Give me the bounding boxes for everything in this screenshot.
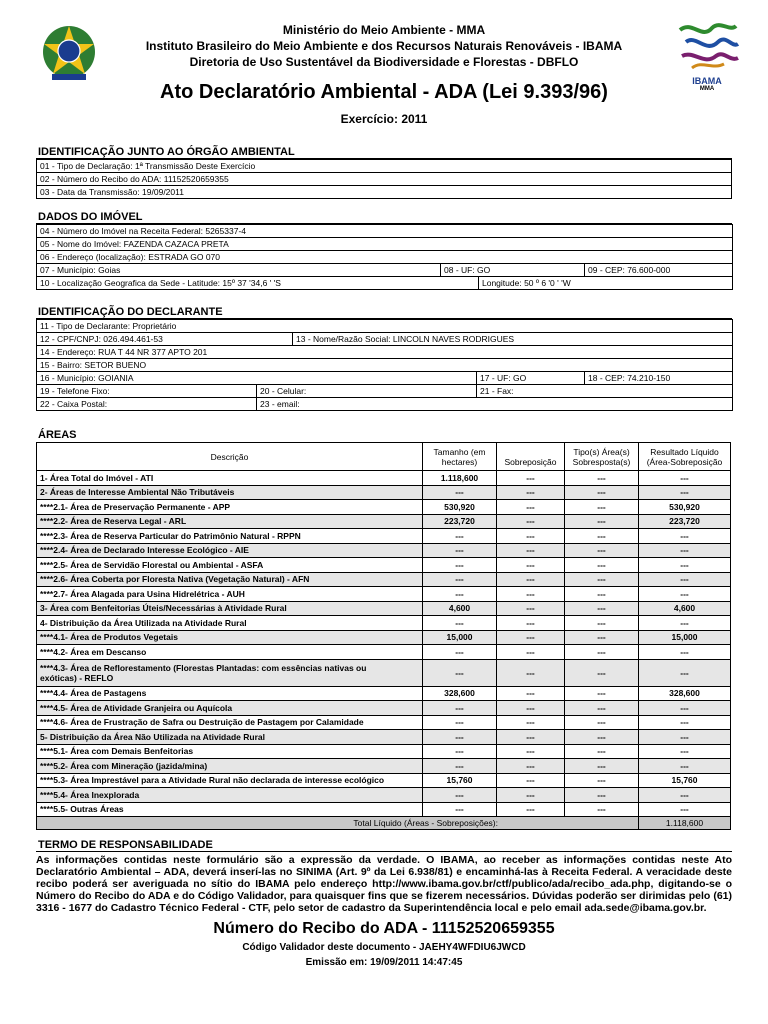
area-resultado: ---	[639, 529, 731, 544]
area-tipos: ---	[565, 500, 639, 515]
page-title: Ato Declaratório Ambiental - ADA (Lei 9.393/96)	[160, 81, 608, 103]
field-04: 04 - Número do Imóvel na Receita Federal: 5265337-4	[37, 225, 733, 238]
area-sobreposicao: ---	[497, 485, 565, 500]
area-tamanho: ---	[423, 645, 497, 660]
area-tamanho: ---	[423, 715, 497, 730]
area-description-line1: 3- Área com Benfeitorias Úteis/Necessárias à Atividade Rural	[40, 603, 287, 614]
area-tamanho: ---	[423, 759, 497, 774]
col-tipos-line1: Tipo(s) Área(s)	[573, 446, 630, 457]
area-description	[37, 686, 423, 701]
field-02: 02 - Número do Recibo do ADA: 11152520659355	[37, 173, 732, 186]
identificacao-title: IDENTIFICAÇÃO JUNTO AO ÓRGÃO AMBIENTAL	[36, 145, 732, 159]
area-resultado: ---	[639, 543, 731, 558]
area-resultado: ---	[639, 788, 731, 803]
table-row	[37, 744, 731, 759]
area-description	[37, 616, 423, 631]
area-tipos: ---	[565, 558, 639, 573]
field-01: 01 - Tipo de Declaração: 1ª Transmissão Deste Exercício	[37, 160, 732, 173]
area-description-line1: ****2.4- Área de Declarado Interesse Ecológico - AIE	[40, 545, 249, 556]
field-11: 11 - Tipo de Declarante: Proprietário	[37, 320, 733, 333]
area-sobreposicao: ---	[497, 744, 565, 759]
table-row	[37, 471, 731, 486]
area-tipos: ---	[565, 744, 639, 759]
area-resultado: ---	[639, 730, 731, 745]
area-description-line1: ****4.4- Área de Pastagens	[40, 688, 147, 699]
area-sobreposicao: ---	[497, 514, 565, 529]
area-description	[37, 730, 423, 745]
area-description-line1: ****4.3- Área de Reflorestamento (Florestas Plantadas: com essências nativas ou	[40, 662, 367, 673]
total-value: 1.118,600	[639, 817, 731, 830]
area-tipos: ---	[565, 730, 639, 745]
area-tipos: ---	[565, 659, 639, 686]
table-row	[37, 645, 731, 660]
declarante-section	[36, 305, 732, 411]
area-resultado: ---	[639, 587, 731, 602]
area-tipos: ---	[565, 645, 639, 660]
col-tipos	[565, 443, 639, 471]
area-sobreposicao: ---	[497, 802, 565, 817]
area-sobreposicao: ---	[497, 686, 565, 701]
area-tipos: ---	[565, 686, 639, 701]
area-tipos: ---	[565, 543, 639, 558]
area-description-line1: ****2.6- Área Coberta por Floresta Nativa (Vegetação Natural) - AFN	[40, 574, 310, 585]
area-resultado: ---	[639, 659, 731, 686]
table-row	[37, 759, 731, 774]
area-description-line1: 2- Áreas de Interesse Ambiental Não Tributáveis	[40, 487, 235, 498]
ministry-heading: Ministério do Meio Ambiente - MMA	[282, 23, 486, 37]
field-17: 17 - UF: GO	[477, 372, 585, 385]
area-description-line1: ****5.3- Área Imprestável para a Atividade Rural não declarada de interesse ecológico	[40, 775, 385, 786]
area-sobreposicao: ---	[497, 558, 565, 573]
area-resultado: 4,600	[639, 601, 731, 616]
table-row	[37, 630, 731, 645]
area-tamanho: 530,920	[423, 500, 497, 515]
total-label: Total Líquido (Áreas - Sobreposições):	[37, 817, 639, 830]
area-resultado: ---	[639, 802, 731, 817]
col-tamanho	[423, 443, 497, 471]
area-description	[37, 802, 423, 817]
field-07: 07 - Município: Goias	[37, 264, 441, 277]
area-resultado: 328,600	[639, 686, 731, 701]
identificacao-section	[36, 145, 732, 199]
area-description-line1: ****4.6- Área de Frustração de Safra ou Destruição de Pastagem por Calamidade	[40, 717, 364, 728]
area-resultado: ---	[639, 485, 731, 500]
areas-title: ÁREAS	[38, 429, 77, 441]
area-description	[37, 788, 423, 803]
area-tamanho: ---	[423, 744, 497, 759]
recibo-number: Número do Recibo do ADA - 11152520659355	[213, 920, 555, 937]
area-tipos: ---	[565, 630, 639, 645]
col-resultado-line2: (Área-Sobreposição	[646, 456, 723, 467]
area-tipos: ---	[565, 601, 639, 616]
area-tipos: ---	[565, 471, 639, 486]
area-tamanho: ---	[423, 485, 497, 500]
area-tamanho: 15,000	[423, 630, 497, 645]
area-tipos: ---	[565, 587, 639, 602]
declarante-title: IDENTIFICAÇÃO DO DECLARANTE	[36, 305, 732, 319]
col-sobreposicao: Sobreposição	[497, 443, 565, 471]
area-description-line1: 5- Distribuição da Área Não Utilizada na Atividade Rural	[40, 731, 265, 742]
termo-title: TERMO DE RESPONSABILIDADE	[36, 838, 732, 852]
area-description	[37, 759, 423, 774]
area-description	[37, 543, 423, 558]
area-tipos: ---	[565, 616, 639, 631]
institute-heading: Instituto Brasileiro do Meio Ambiente e dos Recursos Naturais Renováveis - IBAMA	[145, 39, 623, 53]
field-20: 20 - Celular:	[257, 385, 477, 398]
field-18: 18 - CEP: 74.210-150	[585, 372, 733, 385]
imovel-title: DADOS DO IMÓVEL	[36, 210, 732, 224]
field-23: 23 - email:	[257, 398, 733, 411]
area-resultado: ---	[639, 471, 731, 486]
area-resultado: 530,920	[639, 500, 731, 515]
table-row	[37, 715, 731, 730]
area-description-line1: ****5.5- Outras Áreas	[40, 804, 124, 815]
area-description-line1: ****2.5- Área de Servidão Florestal ou Ambiental - ASFA	[40, 559, 264, 570]
field-15: 15 - Bairro: SETOR BUENO	[37, 359, 733, 372]
area-tamanho: ---	[423, 529, 497, 544]
area-resultado: 15,760	[639, 773, 731, 788]
area-description	[37, 659, 423, 686]
table-row	[37, 543, 731, 558]
table-row	[37, 730, 731, 745]
area-sobreposicao: ---	[497, 587, 565, 602]
area-description	[37, 485, 423, 500]
area-sobreposicao: ---	[497, 701, 565, 716]
area-tipos: ---	[565, 715, 639, 730]
area-sobreposicao: ---	[497, 500, 565, 515]
area-tipos: ---	[565, 802, 639, 817]
area-tamanho: ---	[423, 616, 497, 631]
area-tipos: ---	[565, 701, 639, 716]
area-description-line1: ****5.1- Área com Demais Benfeitorias	[40, 746, 194, 757]
area-sobreposicao: ---	[497, 471, 565, 486]
table-row	[37, 558, 731, 573]
field-21: 21 - Fax:	[477, 385, 733, 398]
field-05: 05 - Nome do Imóvel: FAZENDA CAZACA PRETA	[37, 238, 733, 251]
area-description-line1: 1- Área Total do Imóvel - ATI	[40, 472, 154, 483]
area-description-line1: 4- Distribuição da Área Utilizada na Atividade Rural	[40, 617, 247, 628]
area-description	[37, 500, 423, 515]
area-sobreposicao: ---	[497, 543, 565, 558]
col-tamanho-line2: hectares)	[441, 456, 478, 467]
area-description-line1: ****2.3- Área de Reserva Particular do Patrimônio Natural - RPPN	[40, 530, 301, 541]
area-sobreposicao: ---	[497, 659, 565, 686]
table-row	[37, 659, 731, 686]
emissao-date: Emissão em: 19/09/2011 14:47:45	[305, 957, 463, 968]
area-description	[37, 645, 423, 660]
area-tipos: ---	[565, 485, 639, 500]
identificacao-table	[36, 159, 732, 199]
table-row	[37, 485, 731, 500]
area-resultado: ---	[639, 572, 731, 587]
area-resultado: ---	[639, 645, 731, 660]
area-description	[37, 601, 423, 616]
area-tipos: ---	[565, 572, 639, 587]
field-13: 13 - Nome/Razão Social: LINCOLN NAVES RODRIGUES	[293, 333, 733, 346]
col-resultado-line1: Resultado Líquido	[650, 446, 719, 457]
area-resultado: ---	[639, 715, 731, 730]
area-description-line1: ****4.5- Área de Atividade Granjeira ou Aquícola	[40, 702, 233, 713]
area-tamanho: ---	[423, 802, 497, 817]
area-resultado: ---	[639, 616, 731, 631]
field-16: 16 - Município: GOIANIA	[37, 372, 477, 385]
ibama-logo-text: IBAMA	[692, 76, 722, 86]
area-description-line1: ****4.2- Área em Descanso	[40, 646, 147, 657]
field-22: 22 - Caixa Postal:	[37, 398, 257, 411]
col-tipos-line2: Sobresposta(s)	[572, 456, 631, 467]
area-tamanho: ---	[423, 788, 497, 803]
area-sobreposicao: ---	[497, 788, 565, 803]
col-descricao: Descrição	[37, 443, 423, 471]
area-resultado: ---	[639, 701, 731, 716]
area-description	[37, 630, 423, 645]
area-description	[37, 514, 423, 529]
codigo-validador: Código Validador deste documento - JAEHY4WFDIU6JWCD	[242, 942, 526, 953]
area-tamanho: ---	[423, 572, 497, 587]
col-tamanho-line1: Tamanho (em	[433, 446, 486, 457]
field-longitude: Longitude: 50 º 6 '0 ' 'W	[479, 277, 733, 290]
table-row	[37, 572, 731, 587]
areas-section	[36, 428, 732, 830]
area-description-line2: exóticas) - REFLO	[40, 672, 114, 683]
area-description-line1: ****2.2- Área de Reserva Legal - ARL	[40, 516, 187, 527]
field-03: 03 - Data da Transmissão: 19/09/2011	[37, 186, 732, 199]
area-sobreposicao: ---	[497, 715, 565, 730]
table-row	[37, 773, 731, 788]
area-description	[37, 715, 423, 730]
declarante-table	[36, 319, 733, 411]
document-header	[0, 22, 768, 126]
table-row	[37, 500, 731, 515]
field-12: 12 - CPF/CNPJ: 026.494.461-53	[37, 333, 293, 346]
area-tipos: ---	[565, 788, 639, 803]
area-description	[37, 587, 423, 602]
area-sobreposicao: ---	[497, 773, 565, 788]
area-tipos: ---	[565, 773, 639, 788]
area-description	[37, 572, 423, 587]
area-tamanho: 4,600	[423, 601, 497, 616]
exercicio-label: Exercício: 2011	[340, 112, 428, 126]
table-row	[37, 514, 731, 529]
area-description	[37, 471, 423, 486]
area-tipos: ---	[565, 529, 639, 544]
area-tamanho: ---	[423, 543, 497, 558]
area-sobreposicao: ---	[497, 529, 565, 544]
field-09: 09 - CEP: 76.600-000	[585, 264, 733, 277]
area-resultado: 223,720	[639, 514, 731, 529]
area-tipos: ---	[565, 759, 639, 774]
area-resultado: ---	[639, 744, 731, 759]
table-row	[37, 529, 731, 544]
area-description	[37, 558, 423, 573]
table-row	[37, 587, 731, 602]
area-tamanho: ---	[423, 730, 497, 745]
field-19: 19 - Telefone Fixo:	[37, 385, 257, 398]
termo-section	[36, 838, 732, 914]
area-description-line1: ****4.1- Área de Produtos Vegetais	[40, 632, 178, 643]
table-row	[37, 601, 731, 616]
areas-body	[37, 471, 731, 817]
area-resultado: 15,000	[639, 630, 731, 645]
table-row	[37, 802, 731, 817]
area-tamanho: 1.118,600	[423, 471, 497, 486]
table-row	[37, 686, 731, 701]
area-description	[37, 773, 423, 788]
field-06: 06 - Endereço (localização): ESTRADA GO 070	[37, 251, 733, 264]
col-resultado	[639, 443, 731, 471]
area-description-line1: ****2.1- Área de Preservação Permanente - APP	[40, 501, 231, 512]
area-sobreposicao: ---	[497, 572, 565, 587]
area-sobreposicao: ---	[497, 616, 565, 631]
area-sobreposicao: ---	[497, 601, 565, 616]
area-sobreposicao: ---	[497, 630, 565, 645]
area-resultado: ---	[639, 759, 731, 774]
table-row	[37, 616, 731, 631]
areas-total-row	[37, 817, 731, 830]
imovel-section	[36, 210, 732, 290]
field-08: 08 - UF: GO	[441, 264, 585, 277]
table-row	[37, 701, 731, 716]
area-tamanho: 15,760	[423, 773, 497, 788]
area-tamanho: ---	[423, 587, 497, 602]
area-description-line1: ****5.2- Área com Mineração (jazida/mina)	[40, 760, 208, 771]
area-tamanho: 223,720	[423, 514, 497, 529]
imovel-table	[36, 224, 733, 290]
area-resultado: ---	[639, 558, 731, 573]
area-description-line1: ****2.7- Área Alagada para Usina Hidrelétrica - AUH	[40, 588, 245, 599]
area-description	[37, 529, 423, 544]
field-14: 14 - Endereço: RUA T 44 NR 377 APTO 201	[37, 346, 733, 359]
area-tamanho: ---	[423, 701, 497, 716]
document-footer	[0, 920, 768, 968]
area-sobreposicao: ---	[497, 645, 565, 660]
area-tamanho: ---	[423, 558, 497, 573]
table-row	[37, 788, 731, 803]
area-tamanho: 328,600	[423, 686, 497, 701]
directorate-heading: Diretoria de Uso Sustentável da Biodiversidade e Florestas - DBFLO	[189, 55, 579, 69]
mma-logo-text: MMA	[699, 86, 715, 92]
area-tipos: ---	[565, 514, 639, 529]
field-10: 10 - Localização Geografica da Sede - Latitude: 15º 37 '34,6 ' 'S	[37, 277, 479, 290]
area-sobreposicao: ---	[497, 730, 565, 745]
area-description-line1: ****5.4- Área Inexplorada	[40, 789, 140, 800]
area-description	[37, 744, 423, 759]
area-description	[37, 701, 423, 716]
area-sobreposicao: ---	[497, 759, 565, 774]
termo-text: As informações contidas neste formulário são a expressão da verdade. O IBAMA, ao receber as informações contidas neste Ato Declaratório Ambiental – ADA, deverá inserí-las no SINIMA (Art. 9º da Lei 6.938/81) e encaminhá-las à Receita Federal. A veracidade deste recibo poderá ser averiguada no sítio do IBAMA pelo endereço http://www.ibama.gov.br/ctf/publico/ada/recibo_ada.php, digitando-se o Número do Recibo do ADA e do Código Validador, para quaisquer fins que se fizerem necessários. Dúvidas poderão ser dirimidas pelo (61) 3316 - 1677 do Cadastro Técnico Federal - CTF, pelo setor de cadastro da Superintendência local e pelo email ada.sede@ibama.gov.br.	[36, 854, 732, 914]
area-tamanho: ---	[423, 659, 497, 686]
areas-table	[36, 442, 731, 830]
